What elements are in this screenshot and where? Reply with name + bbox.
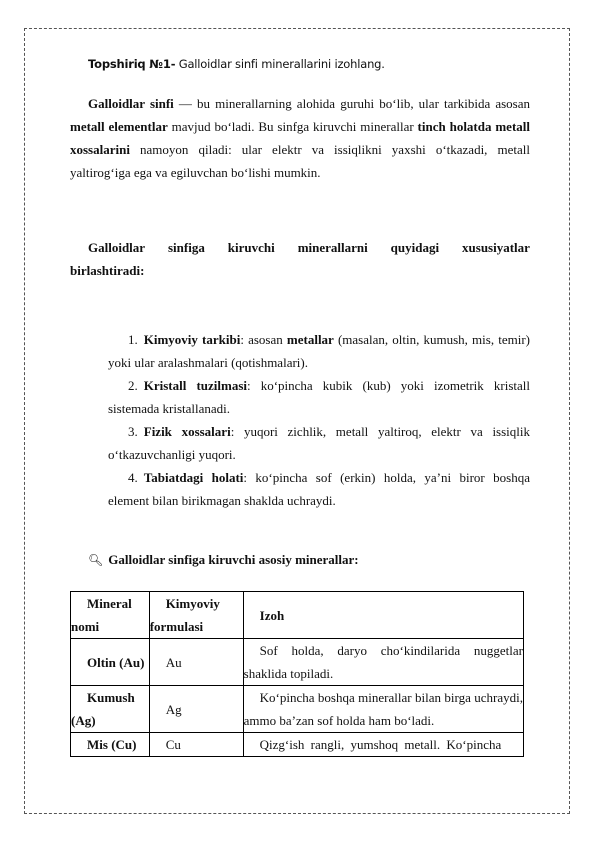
- intro-text-1: — bu minerallarning alohida guruhi bo‘lib, ular tarkibida asosan: [173, 96, 531, 111]
- task-text: Galloidlar sinfi minerallarini izohlang.: [175, 57, 385, 71]
- features-heading-word-4: minerallarni: [297, 240, 368, 255]
- intro-bold-2: tinch holatda metall xossalarini: [70, 119, 531, 157]
- cell-mineral-name: Mis (Cu): [71, 733, 150, 757]
- features-heading-word-1: Galloidlar: [88, 240, 146, 255]
- intro-text-3: namoyon qiladi: ular elektr va issiqlikni yaxshi o‘tkazadi, metall yaltirog‘iga ega va egiluvchan bo‘lishi mumkin.: [70, 142, 530, 180]
- features-heading-word-5: quyidagi: [390, 240, 440, 255]
- table-row: [71, 639, 524, 686]
- header-formula: Kimyoviy formulasi: [149, 592, 243, 639]
- list-item: 2. Kristall tuzilmasi: ko‘pincha kubik (kub) yoki izometrik kristall sistemada kristallanadi.: [108, 378, 530, 416]
- features-heading-line-1: [70, 236, 530, 259]
- features-heading: [70, 236, 530, 282]
- list-item: 3. Fizik xossalari: yuqori zichlik, metall yaltiroq, elektr va issiqlik o‘tkazuvchanligi yuqori.: [108, 424, 531, 462]
- cell-formula: Au: [149, 639, 243, 686]
- features-heading-line-2: birlashtiradi:: [70, 263, 145, 278]
- intro-term: Galloidlar sinfi: [88, 96, 174, 111]
- features-heading-word-6: xususiyatlar: [462, 240, 530, 255]
- table-header-row: [71, 592, 524, 639]
- header-note: Izoh: [243, 592, 523, 639]
- table-row: [71, 686, 524, 733]
- task-title: [88, 57, 385, 71]
- cell-note: Sof holda, daryo cho‘kindilarida nuggetlar shaklida topiladi.: [243, 639, 523, 686]
- minerals-table: [70, 591, 524, 757]
- intro-text-2: mavjud bo‘ladi. Bu sinfga kiruvchi minerallar: [167, 119, 418, 134]
- cell-note: Qizg‘ish rangli, yumshoq metall. Ko‘pincha: [243, 733, 523, 757]
- intro-paragraph: [70, 92, 530, 184]
- task-label: Topshiriq №1-: [88, 57, 176, 71]
- magnifier-icon: 🔍︎: [88, 553, 104, 567]
- features-heading-word-2: sinfiga: [168, 240, 205, 255]
- intro-bold-1: metall elementlar: [70, 119, 168, 134]
- list-item: 4. Tabiatdagi holati: ko‘pincha sof (erkin) holda, ya’ni biror boshqa element bilan birikmagan shaklda uchraydi.: [108, 470, 530, 508]
- list-item: 1. Kimyoviy tarkibi: asosan metallar (masalan, oltin, kumush, mis, temir) yoki ular aralashmalari (qotishmalari).: [108, 332, 530, 370]
- minerals-heading-text: Galloidlar sinfiga kiruvchi asosiy minerallar:: [108, 552, 359, 567]
- features-list: [108, 328, 530, 512]
- cell-mineral-name: Oltin (Au): [71, 639, 150, 686]
- features-heading-word-3: kiruvchi: [227, 240, 275, 255]
- cell-note: Ko‘pincha boshqa minerallar bilan birga uchraydi, ammo ba’zan sof holda ham bo‘ladi.: [243, 686, 523, 733]
- table-row: [71, 733, 524, 757]
- cell-formula: Cu: [149, 733, 243, 757]
- header-mineral-name: Mineral nomi: [71, 592, 150, 639]
- cell-mineral-name: Kumush (Ag): [71, 686, 150, 733]
- cell-formula: Ag: [149, 686, 243, 733]
- minerals-heading: [88, 552, 359, 568]
